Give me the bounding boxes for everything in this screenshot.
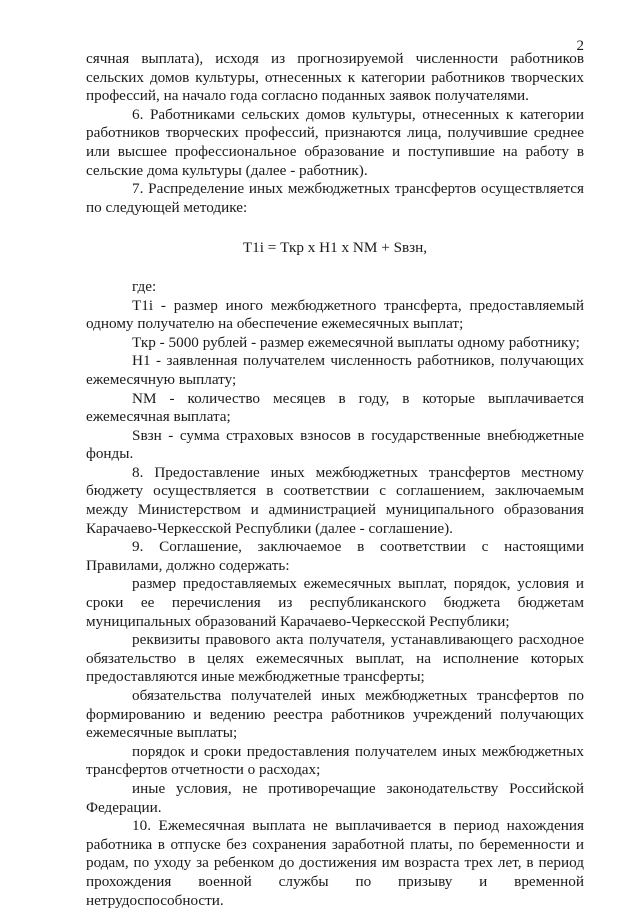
agreement-item-other: иные условия, не противоречащие законодательству Российской Федерации. bbox=[86, 779, 584, 816]
agreement-item-legal-act: реквизиты правового акта получателя, устанавливающего расходное обязательство в целях ежемесячных выплат, на исполнение которых предоставляются иные межбюджетные трансферты; bbox=[86, 631, 584, 686]
paragraph-7: 7. Распределение иных межбюджетных трансфертов осуществляется по следующей методике: bbox=[86, 180, 584, 216]
paragraph-continuation: сячная выплата), исходя из прогнозируемой численности работников сельских домов культуры, отнесенных к категории работников творческих профессий, на начало года согласно поданных заявок получателями. bbox=[86, 50, 584, 105]
agreement-item-reporting: порядок и сроки предоставления получателем иных межбюджетных трансфертов отчетности о расходах; bbox=[86, 742, 584, 779]
definition-nm: NM - количество месяцев в году, в которые выплачивается ежемесячная выплата; bbox=[86, 389, 584, 426]
distribution-formula: T1i = Ткр x H1 x NM + Sвзн, bbox=[242, 239, 428, 257]
where-label: где: bbox=[132, 277, 157, 295]
definition-t1i: T1i - размер иного межбюджетного трансферта, предоставляемый одному получателю на обеспечение ежемесячных выплат; bbox=[86, 296, 584, 333]
paragraph-8: 8. Предоставление иных межбюджетных трансфертов местному бюджету осуществляется в соответствии с соглашением, заключаемым между Министерством и администрацией муниципального образования Карачаево-Черкесской Республики (далее - соглашение). bbox=[86, 463, 584, 537]
paragraph-10: 10. Ежемесячная выплата не выплачивается в период нахождения работника в отпуске без сохранения заработной платы, по беременности и родам, по уходу за ребенком до достижения им возраста трех лет, в период прохождения военной службы по призыву и временной нетрудоспособности. bbox=[86, 817, 584, 909]
agreement-item-registry: обязательства получателей иных межбюджетных трансфертов по формированию и ведению реестра работников учреждений получающих ежемесячные выплаты; bbox=[86, 687, 584, 742]
page-number: 2 bbox=[576, 38, 584, 54]
paragraph-6: 6. Работниками сельских домов культуры, отнесенных к категории работников творческих профессий, признаются лица, получившие среднее или высшее профессиональное образование и поступившие на работу в сельские дома культуры (далее - работник). bbox=[86, 105, 584, 179]
paragraph-9: 9. Соглашение, заключаемое в соответствии с настоящими Правилами, должно содержать: bbox=[86, 538, 584, 574]
definition-h1: H1 - заявленная получателем численность работников, получающих ежемесячную выплату; bbox=[86, 352, 584, 388]
agreement-item-payments: размер предоставляемых ежемесячных выплат, порядок, условия и сроки ее перечисления из республиканского бюджета бюджетам муниципальных образований Карачаево-Черкесской Республики; bbox=[86, 575, 584, 630]
definition-svzn: Sвзн - сумма страховых взносов в государственные внебюджетные фонды. bbox=[86, 426, 584, 463]
definition-tkr: Ткр - 5000 рублей - размер ежемесячной выплаты одному работнику; bbox=[132, 333, 580, 351]
